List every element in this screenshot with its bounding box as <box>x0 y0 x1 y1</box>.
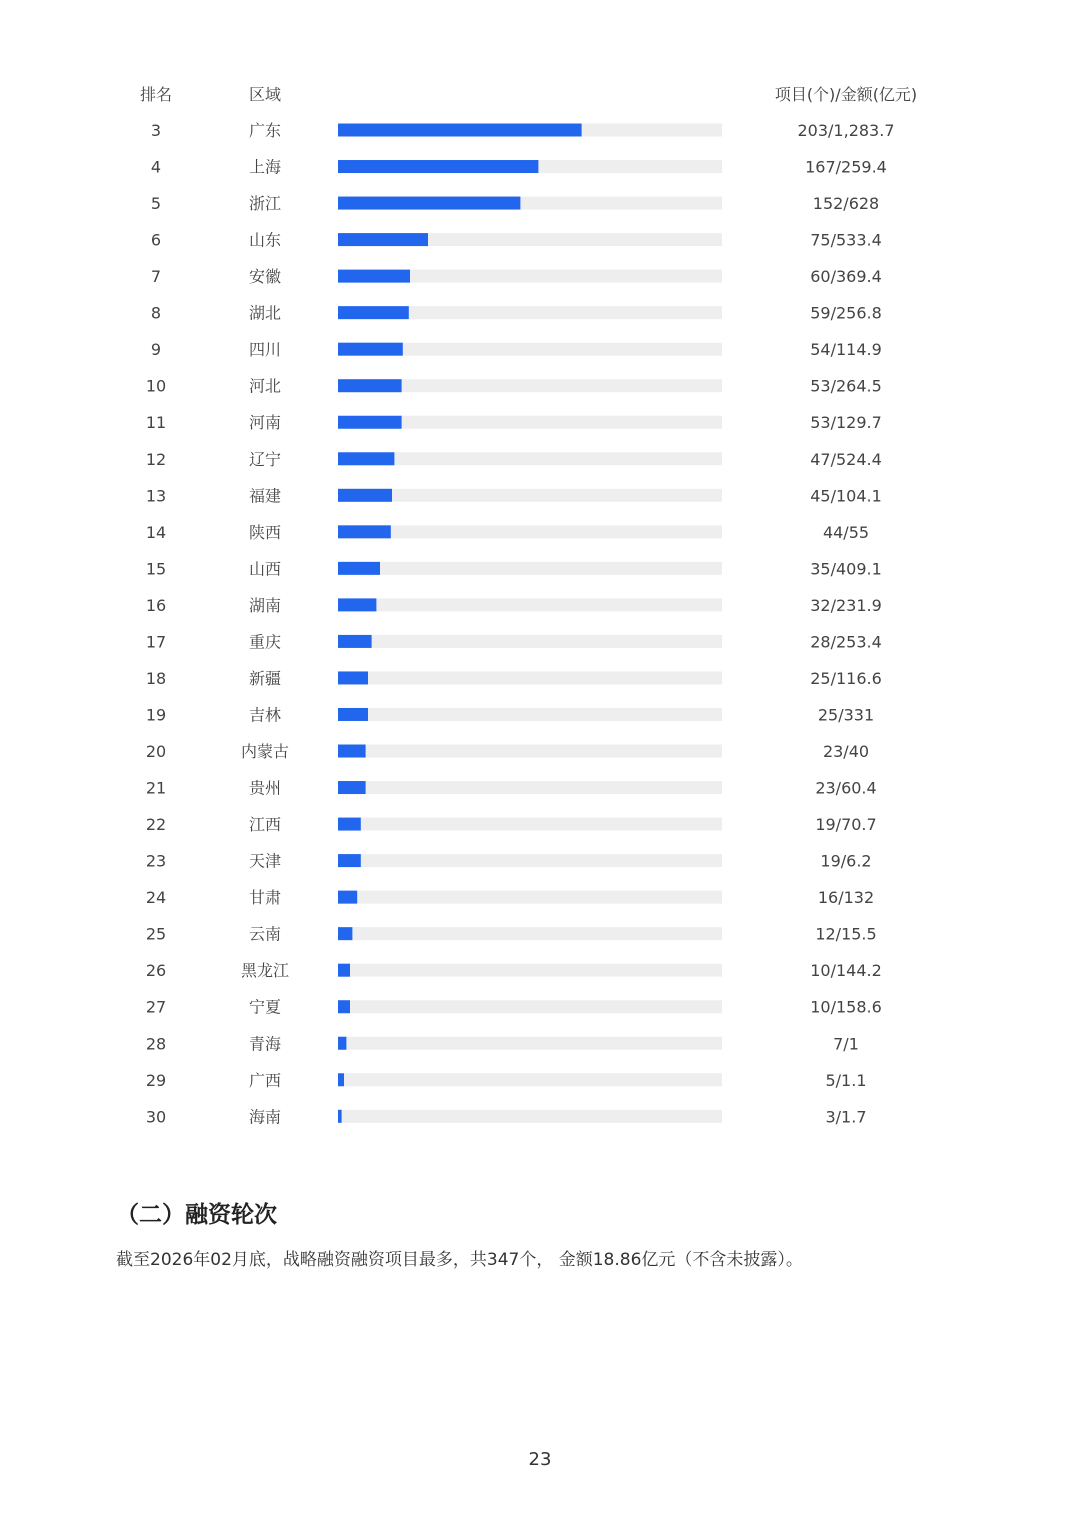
region-label: 内蒙古 <box>240 742 290 762</box>
bar <box>338 818 361 831</box>
bar <box>338 489 392 502</box>
region-label: 青海 <box>248 1034 282 1054</box>
rank-label: 24 <box>145 888 167 908</box>
rank-label: 25 <box>145 924 167 944</box>
bar <box>338 781 366 794</box>
value-label: 60/369.4 <box>810 267 882 287</box>
rank-label: 21 <box>145 778 167 798</box>
chart-row <box>146 779 877 798</box>
header-value: 项目(个)/金额(亿元) <box>774 85 918 104</box>
value-label: 7/1 <box>833 1034 859 1054</box>
bar-track <box>338 671 722 684</box>
header-region: 区域 <box>248 85 282 104</box>
bar <box>338 708 368 721</box>
bar-track <box>338 964 722 977</box>
rank-label: 8 <box>150 303 162 323</box>
chart-row <box>146 523 869 542</box>
region-label: 山西 <box>248 559 282 579</box>
value-label: 167/259.4 <box>805 157 887 177</box>
rank-label: 13 <box>145 486 167 506</box>
rank-label: 27 <box>145 997 167 1017</box>
rank-label: 15 <box>145 559 167 579</box>
chart-row <box>146 377 882 396</box>
region-label: 湖北 <box>248 303 282 323</box>
rank-label: 16 <box>145 595 167 615</box>
region-label: 河北 <box>248 376 282 396</box>
bar-track <box>338 1073 722 1086</box>
chart-row <box>151 158 887 177</box>
bar-track <box>338 927 722 940</box>
region-label: 广西 <box>248 1070 282 1090</box>
bar <box>338 598 376 611</box>
rank-label: 9 <box>150 340 162 360</box>
value-label: 59/256.8 <box>810 303 882 323</box>
bar <box>338 160 538 173</box>
region-label: 浙江 <box>248 194 282 214</box>
bar-track <box>338 1110 722 1123</box>
region-label: 广东 <box>248 121 282 140</box>
region-label: 云南 <box>248 924 282 944</box>
rank-label: 7 <box>150 267 162 287</box>
value-label: 10/158.6 <box>810 997 882 1017</box>
bar <box>338 671 368 684</box>
region-label: 天津 <box>248 851 282 871</box>
bar <box>338 1073 344 1086</box>
chart-row <box>151 267 882 286</box>
value-label: 23/60.4 <box>815 778 877 798</box>
header-rank: 排名 <box>139 85 173 104</box>
value-label: 53/129.7 <box>810 413 882 433</box>
rank-label: 22 <box>145 815 167 835</box>
chart-row <box>151 304 882 323</box>
bar <box>338 927 352 940</box>
chart-row <box>146 559 882 578</box>
chart-row <box>146 450 882 469</box>
bar <box>338 1110 342 1123</box>
bar-track <box>338 1000 722 1013</box>
value-label: 47/524.4 <box>810 449 882 469</box>
region-label: 贵州 <box>248 778 282 798</box>
rank-label: 19 <box>145 705 167 725</box>
rank-label: 6 <box>150 230 162 250</box>
chart-row <box>146 1107 867 1126</box>
rank-label: 23 <box>145 851 167 871</box>
rank-label: 18 <box>145 668 167 688</box>
region-label: 宁夏 <box>248 997 282 1017</box>
value-label: 25/331 <box>817 705 875 725</box>
value-label: 23/40 <box>822 742 870 762</box>
chart-row <box>146 669 882 688</box>
chart-row <box>146 705 874 724</box>
chart-row <box>151 231 882 250</box>
chart-rows <box>146 121 895 1126</box>
bar-track <box>338 562 722 575</box>
value-label: 19/70.7 <box>815 815 877 835</box>
region-label: 辽宁 <box>248 449 282 469</box>
region-label: 河南 <box>248 413 282 433</box>
page-number: 23 <box>528 1449 552 1470</box>
bar-track <box>338 489 722 502</box>
chart-row <box>146 742 869 761</box>
bar <box>338 233 428 246</box>
region-label: 黑龙江 <box>240 961 290 981</box>
region-label: 重庆 <box>248 632 282 652</box>
bar-track <box>338 708 722 721</box>
bar <box>338 562 380 575</box>
value-label: 35/409.1 <box>810 559 882 579</box>
section-heading: （二）融资轮次 <box>116 1202 277 1228</box>
region-label: 江西 <box>248 815 282 835</box>
region-label: 海南 <box>248 1107 282 1127</box>
bar <box>338 745 366 758</box>
bar <box>338 964 350 977</box>
chart-row <box>151 121 895 140</box>
region-label: 安徽 <box>248 267 282 287</box>
rank-label: 20 <box>145 742 167 762</box>
value-label: 53/264.5 <box>810 376 882 396</box>
rank-label: 29 <box>145 1070 167 1090</box>
value-label: 75/533.4 <box>810 230 882 250</box>
chart-row <box>146 1034 859 1053</box>
region-label: 上海 <box>248 157 282 177</box>
value-label: 25/116.6 <box>810 668 882 688</box>
value-label: 152/628 <box>812 194 880 214</box>
rank-label: 26 <box>145 961 167 981</box>
chart-row <box>146 1071 867 1090</box>
bar-track <box>338 1037 722 1050</box>
value-label: 54/114.9 <box>810 340 882 360</box>
region-label: 四川 <box>248 340 282 360</box>
rank-label: 12 <box>145 449 167 469</box>
bar <box>338 379 402 392</box>
chart-row <box>146 888 874 907</box>
bar <box>338 1037 346 1050</box>
bar-track <box>338 891 722 904</box>
rank-label: 3 <box>150 121 162 140</box>
bar <box>338 416 402 429</box>
region-label: 湖南 <box>248 595 282 615</box>
rank-label: 14 <box>145 522 167 542</box>
bar <box>338 197 520 210</box>
value-label: 28/253.4 <box>810 632 882 652</box>
bar <box>338 635 372 648</box>
chart-row <box>146 961 882 980</box>
bar <box>338 306 409 319</box>
region-label: 新疆 <box>248 668 282 688</box>
value-label: 32/231.9 <box>810 595 882 615</box>
value-label: 3/1.7 <box>825 1107 867 1127</box>
chart-row <box>146 632 882 651</box>
bar-track <box>338 635 722 648</box>
bar <box>338 343 403 356</box>
value-label: 12/15.5 <box>815 924 877 944</box>
rank-label: 28 <box>145 1034 167 1054</box>
rank-label: 17 <box>145 632 167 652</box>
bar <box>338 124 582 137</box>
chart-row <box>151 340 882 359</box>
rank-label: 4 <box>150 157 162 177</box>
region-label: 山东 <box>248 230 282 250</box>
value-label: 19/6.2 <box>820 851 872 871</box>
value-label: 45/104.1 <box>810 486 882 506</box>
bar <box>338 270 410 283</box>
chart-row <box>146 815 877 834</box>
bar <box>338 891 357 904</box>
bar-track <box>338 525 722 538</box>
rank-label: 30 <box>145 1107 167 1127</box>
chart-row <box>146 852 872 871</box>
value-label: 44/55 <box>822 522 870 542</box>
value-label: 10/144.2 <box>810 961 882 981</box>
chart-row <box>146 596 882 615</box>
bar <box>338 1000 350 1013</box>
bar-track <box>338 745 722 758</box>
chart-row <box>146 486 882 505</box>
value-label: 203/1,283.7 <box>797 121 895 140</box>
region-label: 福建 <box>248 486 282 506</box>
bar <box>338 452 394 465</box>
chart-row <box>146 925 877 944</box>
value-label: 16/132 <box>817 888 875 908</box>
chart-row <box>151 194 879 213</box>
bar-track <box>338 818 722 831</box>
rank-label: 5 <box>150 194 162 214</box>
bar-track <box>338 452 722 465</box>
bar-track <box>338 854 722 867</box>
bar <box>338 525 391 538</box>
region-label: 甘肃 <box>248 888 282 908</box>
bar-track <box>338 781 722 794</box>
value-label: 5/1.1 <box>825 1070 867 1090</box>
section-body: 截至2026年02月底，战略融资融资项目最多，共347个， 金额18.86亿元（不含未披露）。 <box>116 1250 803 1270</box>
bar <box>338 854 361 867</box>
chart-row <box>146 413 882 432</box>
region-label: 吉林 <box>248 705 282 725</box>
region-label: 陕西 <box>248 522 282 542</box>
bar-track <box>338 598 722 611</box>
rank-label: 10 <box>145 376 167 396</box>
chart-row <box>146 998 882 1017</box>
rank-label: 11 <box>145 413 167 433</box>
